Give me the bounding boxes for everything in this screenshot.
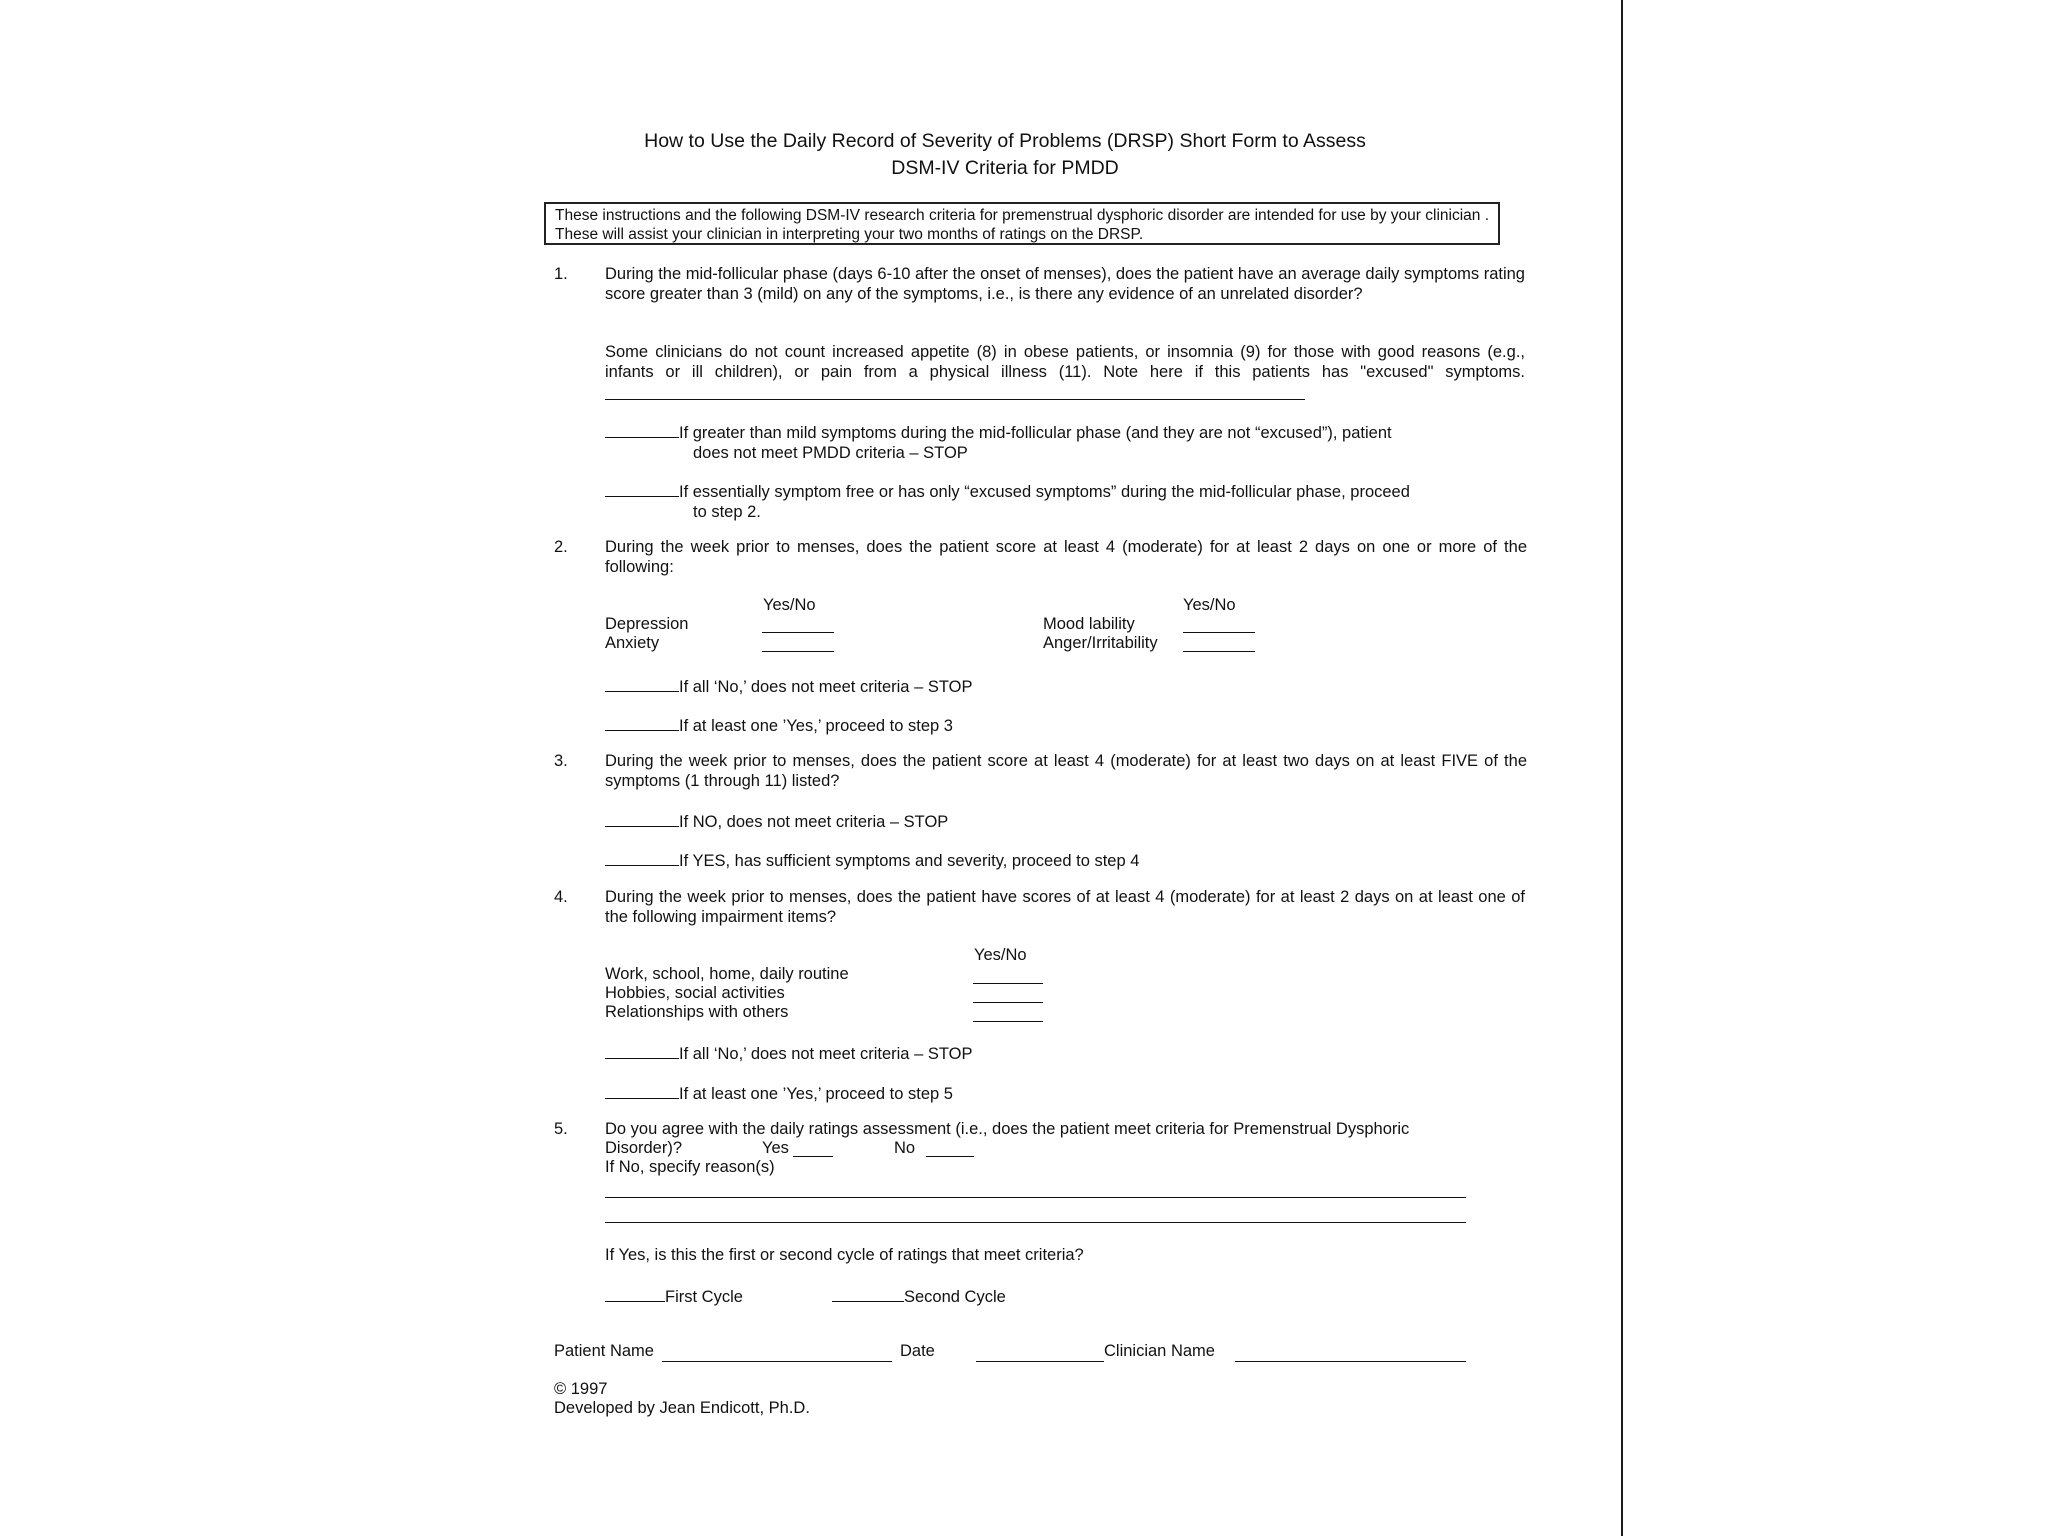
step-1-note-text: Some clinicians do not count increased appetite (8) in obese patients, or insomnia (9) for those with good reasons (e.g., infants or ill children), or pain from a physical illness (11). Note here if this patients has "excused" symptoms. bbox=[605, 343, 1525, 381]
step-4-option-proceed-checkbox[interactable] bbox=[605, 1081, 679, 1099]
work-yesno-field[interactable] bbox=[973, 983, 1043, 984]
excused-symptoms-field[interactable] bbox=[605, 382, 1305, 400]
second-cycle-option bbox=[832, 1284, 1006, 1308]
agree-yes-field[interactable] bbox=[793, 1156, 833, 1157]
step-1-question: During the mid-follicular phase (days 6-10 after the onset of menses), does the patient have an average daily symptoms rating score greater than 3 (mild) on any of the symptoms, i.e., is there any evidence of an unrelated disorder? bbox=[605, 265, 1525, 303]
symptom-anger-irritability: Anger/Irritability bbox=[1043, 634, 1158, 652]
step-2-yesno-header-left: Yes/No bbox=[763, 596, 816, 614]
step-3-option-stop-text: If NO, does not meet criteria – STOP bbox=[679, 813, 949, 831]
step-3-option-stop-checkbox[interactable] bbox=[605, 809, 679, 827]
step-4-option-proceed-text: If at least one ’Yes,’ proceed to step 5 bbox=[679, 1085, 953, 1103]
step-2-option-stop bbox=[605, 674, 972, 698]
copyright: © 1997 bbox=[554, 1380, 608, 1398]
step-3-number: 3. bbox=[554, 752, 568, 770]
cycle-question: If Yes, is this the first or second cycle of ratings that meet criteria? bbox=[605, 1246, 1084, 1264]
mood-lability-yesno-field[interactable] bbox=[1183, 632, 1255, 633]
depression-yesno-field[interactable] bbox=[762, 632, 834, 633]
step-1-note bbox=[605, 343, 1525, 406]
step-1-option-proceed bbox=[605, 479, 1410, 522]
date-field[interactable] bbox=[976, 1361, 1104, 1362]
second-cycle-label: Second Cycle bbox=[904, 1288, 1006, 1306]
clinician-name-label: Clinician Name bbox=[1104, 1342, 1215, 1360]
step-1-option-stop-checkbox[interactable] bbox=[605, 420, 679, 438]
patient-name-label: Patient Name bbox=[554, 1342, 654, 1360]
date-label: Date bbox=[900, 1342, 935, 1360]
impairment-hobbies: Hobbies, social activities bbox=[605, 984, 785, 1002]
step-4-yesno-header: Yes/No bbox=[974, 946, 1027, 964]
step-5-question-line-1: Do you agree with the daily ratings assessment (i.e., does the patient meet criteria for Premenstrual Dysphoric bbox=[605, 1120, 1410, 1138]
step-4-option-stop bbox=[605, 1041, 972, 1065]
symptom-anxiety: Anxiety bbox=[605, 634, 660, 652]
first-cycle-checkbox[interactable] bbox=[605, 1284, 665, 1302]
step-2-option-stop-checkbox[interactable] bbox=[605, 674, 679, 692]
step-4-option-proceed bbox=[605, 1081, 953, 1105]
step-1-option-proceed-checkbox[interactable] bbox=[605, 479, 679, 497]
developed-by: Developed by Jean Endicott, Ph.D. bbox=[554, 1399, 810, 1417]
anxiety-yesno-field[interactable] bbox=[762, 651, 834, 652]
step-3-option-proceed-checkbox[interactable] bbox=[605, 848, 679, 866]
step-1-option-stop-text: If greater than mild symptoms during the mid-follicular phase (and they are not “excused”), patient bbox=[679, 424, 1392, 442]
step-5-question-line-2: Disorder)? bbox=[605, 1139, 683, 1157]
step-2-option-proceed-text: If at least one ’Yes,’ proceed to step 3 bbox=[679, 717, 953, 735]
reason-line-2[interactable] bbox=[605, 1222, 1466, 1223]
symptom-depression: Depression bbox=[605, 615, 689, 633]
reason-line-1[interactable] bbox=[605, 1197, 1466, 1198]
step-2-yesno-header-right: Yes/No bbox=[1183, 596, 1236, 614]
step-4-option-stop-text: If all ‘No,’ does not meet criteria – STOP bbox=[679, 1045, 973, 1063]
anger-irritability-yesno-field[interactable] bbox=[1183, 651, 1255, 652]
impairment-work: Work, school, home, daily routine bbox=[605, 965, 849, 983]
agree-no-label: No bbox=[894, 1139, 916, 1157]
step-5-number: 5. bbox=[554, 1120, 568, 1138]
step-2-number: 2. bbox=[554, 538, 568, 556]
step-3-option-stop bbox=[605, 809, 948, 833]
step-2-option-stop-text: If all ‘No,’ does not meet criteria – STOP bbox=[679, 678, 973, 696]
patient-name-field[interactable] bbox=[662, 1361, 892, 1362]
clinician-name-field[interactable] bbox=[1235, 1361, 1466, 1362]
instructions-box: These instructions and the following DSM-IV research criteria for premenstrual dysphoric disorder are intended for use by your clinician . These will assist your clinician in interpreting your two months of ratings on the DRSP. bbox=[544, 202, 1500, 245]
step-1-option-proceed-text: If essentially symptom free or has only “excused symptoms” during the mid-follicular phase, proceed bbox=[679, 483, 1410, 501]
step-2-option-proceed bbox=[605, 713, 953, 737]
hobbies-yesno-field[interactable] bbox=[973, 1002, 1043, 1003]
step-1-option-stop-continuation: does not meet PMDD criteria – STOP bbox=[693, 443, 968, 462]
agree-yes-label: Yes bbox=[762, 1139, 789, 1157]
second-cycle-checkbox[interactable] bbox=[832, 1284, 904, 1302]
step-3-option-proceed-text: If YES, has sufficient symptoms and severity, proceed to step 4 bbox=[679, 852, 1140, 870]
impairment-relationships: Relationships with others bbox=[605, 1003, 789, 1021]
step-4-number: 4. bbox=[554, 888, 568, 906]
agree-no-field[interactable] bbox=[926, 1156, 974, 1157]
step-1-option-stop bbox=[605, 420, 1392, 463]
relationships-yesno-field[interactable] bbox=[973, 1021, 1043, 1022]
symptom-mood-lability: Mood lability bbox=[1043, 615, 1135, 633]
step-4-question: During the week prior to menses, does the patient have scores of at least 4 (moderate) for at least 2 days on at least one of the following impairment items? bbox=[605, 888, 1525, 926]
step-4-option-stop-checkbox[interactable] bbox=[605, 1041, 679, 1059]
step-1-option-proceed-continuation: to step 2. bbox=[693, 502, 761, 521]
step-3-option-proceed bbox=[605, 848, 1139, 872]
step-2-question: During the week prior to menses, does the patient score at least 4 (moderate) for at least 2 days on one or more of the following: bbox=[605, 538, 1527, 576]
first-cycle-option bbox=[605, 1284, 743, 1308]
page-edge-divider bbox=[1621, 0, 1623, 1536]
step-2-option-proceed-checkbox[interactable] bbox=[605, 713, 679, 731]
title-line-2: DSM-IV Criteria for PMDD bbox=[891, 157, 1119, 179]
first-cycle-label: First Cycle bbox=[665, 1288, 743, 1306]
title-line-1: How to Use the Daily Record of Severity of Problems (DRSP) Short Form to Assess bbox=[644, 130, 1366, 152]
page-title bbox=[555, 128, 1455, 182]
step-3-question: During the week prior to menses, does the patient score at least 4 (moderate) for at least two days on at least FIVE of the symptoms (1 through 11) listed? bbox=[605, 752, 1527, 790]
specify-reason-label: If No, specify reason(s) bbox=[605, 1158, 775, 1176]
step-1-number: 1. bbox=[554, 265, 568, 283]
